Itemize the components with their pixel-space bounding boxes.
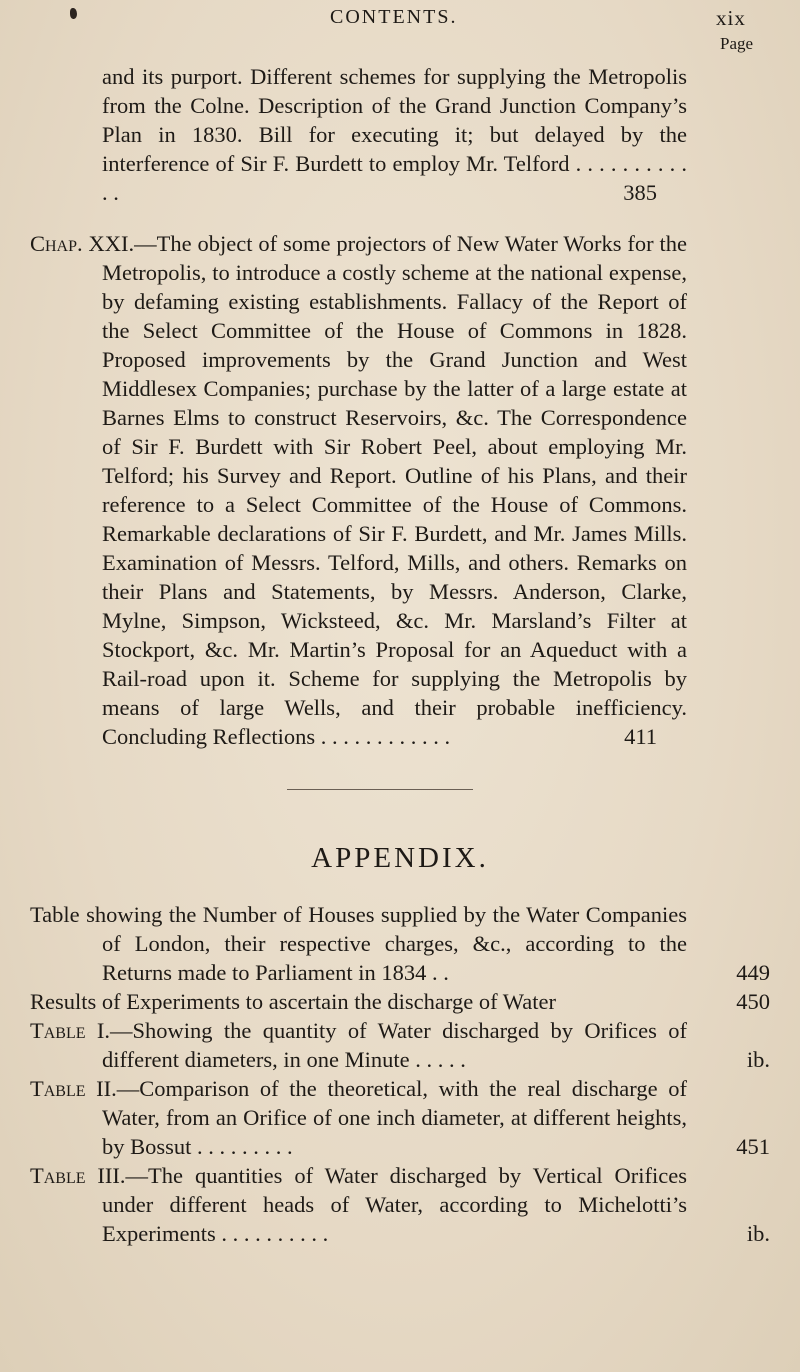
section-divider [287,789,473,790]
appendix-item-text: Results of Experiments to ascertain the discharge of Water [30,989,556,1014]
contents-entry [102,62,687,207]
entry-page-number: 385 [623,180,657,205]
appendix-page-number: ib. [746,1221,770,1246]
contents-entries [0,62,800,1248]
running-head: CONTENTS. [330,6,458,28]
page-column-label: Page [720,34,754,53]
entry-page-number: 411 [624,724,657,749]
appendix-page-number: 451 [736,1134,770,1159]
chapter-summary: —The object of some projectors of New Water Works for the Metropolis, to introduce a costly scheme at the national expense, by defaming existing establishments. Fallacy of the Report of the Select Committee of the House of Commons in 1828. Proposed improvements by the Grand Junction and West Middlesex Companies; purchase by the latter of a large estate at Barnes Elms to construct Reservoirs, &c. The Correspondence of Sir F. Burdett with Sir Robert Peel, about employing Mr. Telford; his Survey and Report. Outline of his Plans, and their reference to a Select Committee of the House of Commons. Remarkable declarations of Sir F. Burdett, and Mr. James Mills. Examination of Messrs. Telford, Mills, and others. Remarks on their Plans and Statements, by Messrs. Anderson, Clarke, Mylne, Simpson, Wicksteed, &c. Mr. Marsland’s Filter at Stockport, &c. Mr. Martin’s Proposal for an Aqueduct with a Rail-road upon it. Scheme for supplying the Metropolis by means of large Wells, and their probable inefficiency. Concluding Reflections . . . . . . . . . . . . [102,231,687,749]
appendix-heading: APPENDIX. [311,842,489,874]
table-label: Table I. [30,1018,111,1043]
appendix-item-text: —The quantities of Water discharged by Vertical Orifices under different heads of Water, according to Michelotti’s Experiments . . . . . . . . . . [102,1163,687,1246]
appendix-item [30,1161,770,1248]
appendix-page-number: 450 [736,989,770,1014]
appendix-item [30,1074,770,1161]
chapter-label: Chap. XXI. [30,231,135,256]
page-header [0,6,800,53]
table-label: Table II. [30,1076,117,1101]
appendix-item [30,900,770,987]
appendix-item-text: —Showing the quantity of Water discharged by Orifices of different diameters, in one Minute . . . . . [102,1018,687,1072]
table-label: Table III. [30,1163,126,1188]
appendix-page-number: 449 [736,960,770,985]
appendix-item-text: —Comparison of the theoretical, with the real discharge of Water, from an Orifice of one inch diameter, at different heights, by Bossut . . . . . . . . . [102,1076,687,1159]
folio: xix [716,6,746,30]
appendix-item [30,987,770,1016]
entry-text [30,229,687,751]
appendix-list [0,900,800,1248]
appendix-item-text: Table showing the Number of Houses supplied by the Water Companies of London, their respective charges, &c., according to the Returns made to Parliament in 1834 . . [30,902,687,985]
appendix-item [30,1016,770,1074]
appendix-page-number: ib. [746,1047,770,1072]
contents-entry [30,229,687,751]
entry-text: and its purport. Different schemes for supplying the Metropolis from the Colne. Description of the Grand Junction Company’s Plan in 1830. Bill for executing it; but delayed by the interference of Sir F. Burdett to employ Mr. Telford . . . . . . . . . . . . [102,64,687,205]
